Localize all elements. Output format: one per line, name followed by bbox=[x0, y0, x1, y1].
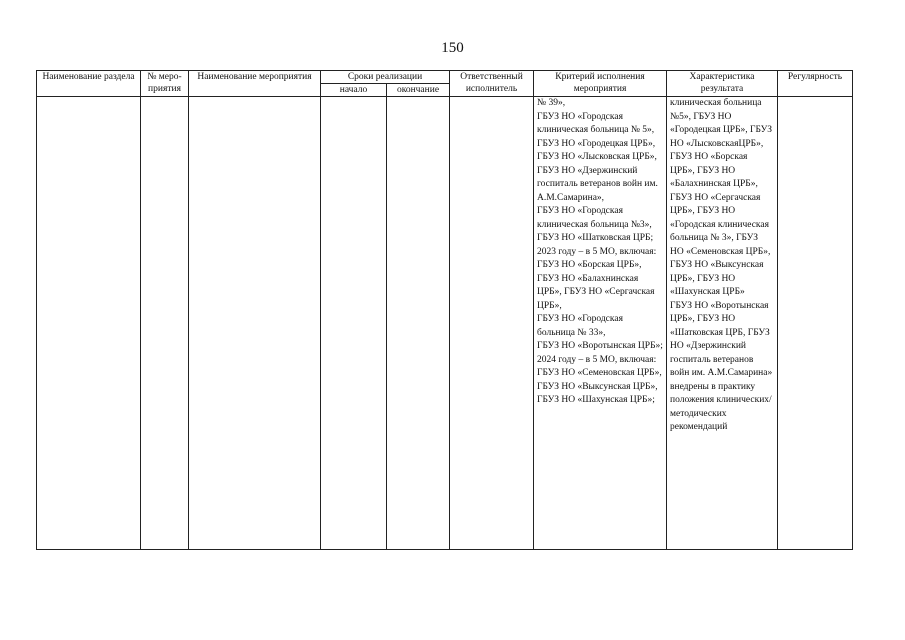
cell-start bbox=[321, 97, 387, 550]
header-event-name: Наименование мероприятия bbox=[189, 71, 321, 97]
header-result: Характеристика результата bbox=[667, 71, 778, 97]
cell-regularity bbox=[778, 97, 853, 550]
cell-event-name bbox=[189, 97, 321, 550]
page-number: 150 bbox=[441, 40, 464, 56]
header-responsible: Ответственный исполнитель bbox=[450, 71, 534, 97]
cell-criterion bbox=[534, 97, 667, 550]
header-terms: Сроки реализации bbox=[321, 71, 450, 84]
header-event-number: № меро-приятия bbox=[141, 71, 189, 97]
cell-responsible bbox=[450, 97, 534, 550]
cell-section bbox=[37, 97, 141, 550]
result-text: клиническая больница №5», ГБУЗ НО «Городецкая ЦРБ», ГБУЗ НО «ЛысковскаяЦРБ», ГБУЗ НО «Борская ЦРБ», ГБУЗ НО «Балахнинская ЦРБ», ГБУЗ НО «Сергачская ЦРБ», ГБУЗ НО «Городская клиническая больница № 3», ГБУЗ НО «Семеновская ЦРБ», ГБУЗ НО «Выксунская ЦРБ», ГБУЗ НО «Шахунская ЦРБ» ГБУЗ НО «Воротынская ЦРБ», ГБУЗ НО «Шатковская ЦРБ, ГБУЗ НО «Дзержинский госпиталь ветеранов войн им. А.М.Самарина» внедрены в практику положения клинических/методических рекомендаций bbox=[670, 98, 773, 432]
header-regularity: Регулярность bbox=[778, 71, 853, 97]
cell-event-number bbox=[141, 97, 189, 550]
header-end: окончание bbox=[387, 84, 450, 97]
criterion-text: № 39», ГБУЗ НО «Городская клиническая больница № 5», ГБУЗ НО «Городецкая ЦРБ», ГБУЗ НО «Лысковская ЦРБ», ГБУЗ НО «Дзержинский госпиталь ветеранов войн им. А.М.Самарина», ГБУЗ НО «Городская клиническая больница №3», ГБУЗ НО «Шатковская ЦРБ; 2023 году – в 5 МО, включая: ГБУЗ НО «Борская ЦРБ», ГБУЗ НО «Балахнинская ЦРБ», ГБУЗ НО «Сергачская ЦРБ», ГБУЗ НО «Городская больница № 33», ГБУЗ НО «Воротынская ЦРБ»; 2024 году – в 5 МО, включая: ГБУЗ НО «Семеновская ЦРБ», ГБУЗ НО «Выксунская ЦРБ», ГБУЗ НО «Шахунская ЦРБ»; bbox=[537, 98, 663, 405]
cell-end bbox=[387, 97, 450, 550]
header-start: начало bbox=[321, 84, 387, 97]
header-section: Наименование раздела bbox=[37, 71, 141, 97]
cell-result bbox=[667, 97, 778, 550]
header-criterion: Критерий исполнения мероприятия bbox=[534, 71, 667, 97]
table-row bbox=[37, 97, 853, 550]
events-table bbox=[36, 70, 853, 550]
